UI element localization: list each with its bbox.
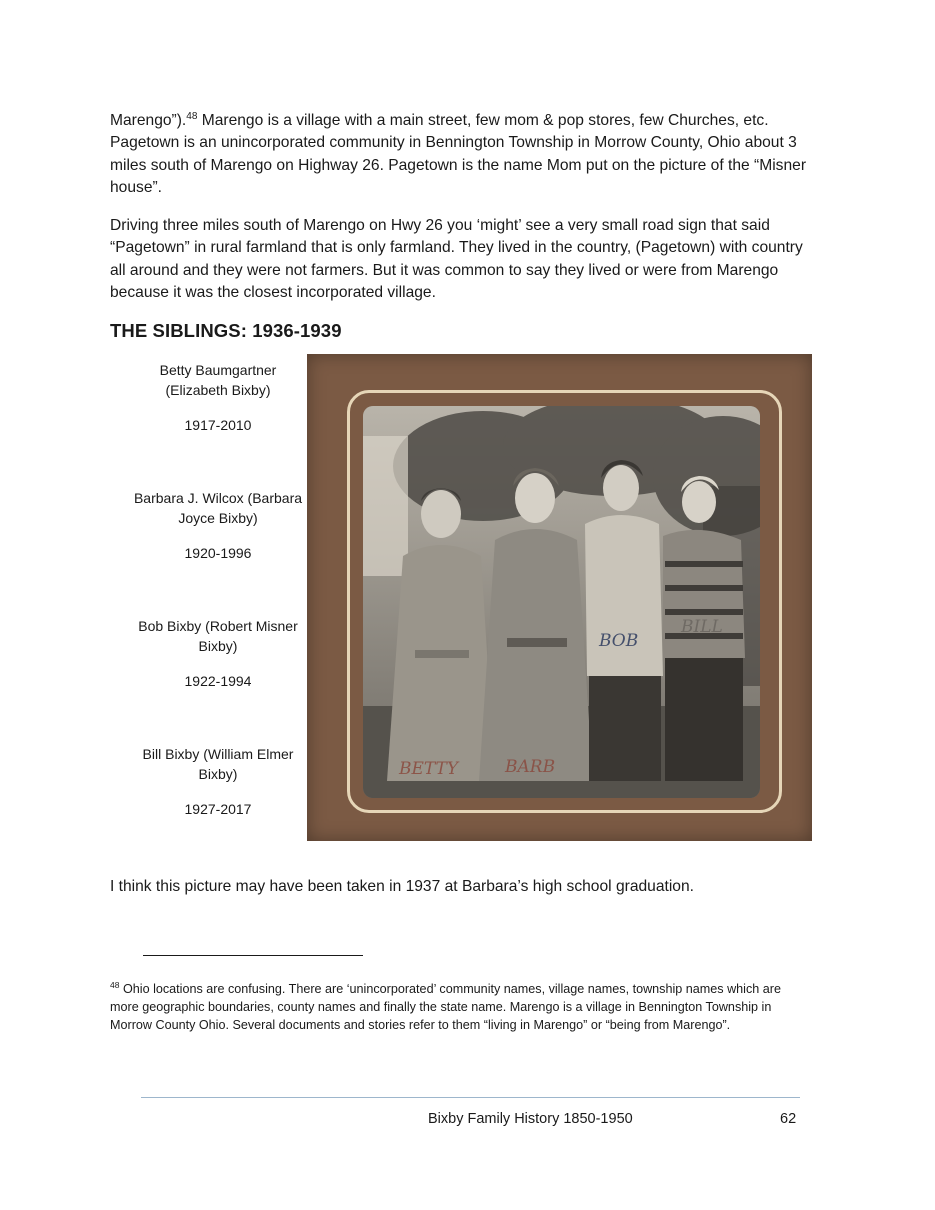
body-paragraph-2: Driving three miles south of Marengo on Hwy 26 you ‘might’ see a very small road sign that said “Pagetown” in rural farmland that is only farmland. They lived in the country, (Pagetown) with country all around and they were not farmers. But it was common to say they lived or were from Marengo because it was the closest incorporated village. — [110, 217, 803, 302]
sibling-entry — [128, 616, 308, 691]
footnote-marker: 48 — [110, 979, 120, 990]
sibling-photo-frame — [307, 354, 812, 841]
handwritten-label-betty: BETTY — [399, 759, 459, 779]
handwritten-label-barb: BARB — [505, 757, 556, 777]
sibling-years: 1927-2017 — [184, 801, 252, 817]
footnote-text: Ohio locations are confusing. There are ‘unincorporated’ community names, village names, township names which are more geographic boundaries, county names and finally the state name. Marengo is a village in Bennington Township in Morrow County Ohio. Several documents and stories refer to them “living in Marengo” or “being from Marengo”. — [110, 982, 781, 1033]
sibling-years: 1917-2010 — [184, 417, 252, 433]
handwritten-label-bill: BILL — [681, 617, 723, 637]
photo-caption: I think this picture may have been taken in 1937 at Barbara’s high school graduation. — [110, 878, 694, 895]
sibling-entry — [128, 744, 308, 819]
sibling-name: Bill Bixby (William Elmer Bixby) — [142, 746, 294, 782]
sibling-name: Barbara J. Wilcox (Barbara Joyce Bixby) — [133, 490, 303, 526]
body-paragraph-1 — [110, 110, 810, 200]
sibling-name: Bob Bixby (Robert Misner Bixby) — [138, 618, 298, 654]
sibling-years: 1920-1996 — [184, 545, 252, 561]
sibling-photo — [363, 406, 760, 798]
footnote-reference[interactable]: 48 — [186, 110, 198, 122]
footnote — [110, 980, 810, 1035]
footer-title: Bixby Family History 1850-1950 — [428, 1111, 633, 1127]
sibling-name: Betty Baumgartner (Elizabeth Bixby) — [159, 362, 277, 398]
sibling-entry — [128, 360, 308, 435]
sibling-entry — [128, 488, 308, 563]
section-heading: THE SIBLINGS: 1936-1939 — [110, 320, 342, 341]
page-number: 62 — [780, 1111, 797, 1127]
footer-divider — [141, 1097, 800, 1098]
photo-illustration — [363, 406, 760, 798]
handwritten-label-bob: BOB — [599, 631, 639, 651]
sibling-years: 1922-1994 — [184, 673, 252, 689]
paragraph-1-text: Marengo is a village with a main street, few mom & pop stores, few Churches, etc. Pagetown is an unincorporated community in Bennington Township in Morrow County, Ohio about 3 miles south of Marengo on Highway 26. Pagetown is the name Mom put on the picture of the “Misner house”. — [110, 112, 807, 197]
paragraph-1-lead: Marengo”). — [110, 112, 187, 129]
footnote-divider — [143, 955, 363, 956]
